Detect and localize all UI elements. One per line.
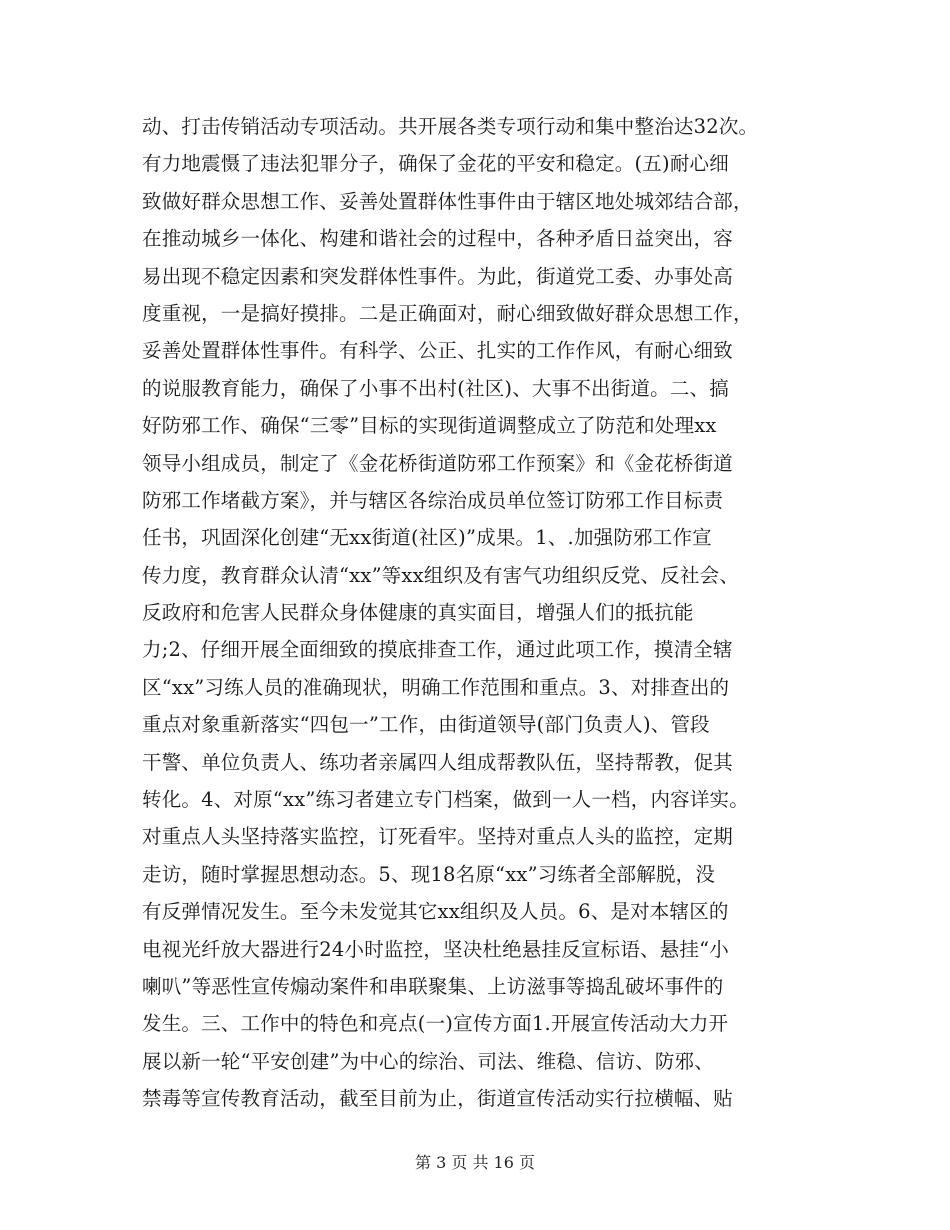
text-line: 易出现不稳定因素和突发群体性事件。为此，街道党工委、办事处高 [142,264,734,288]
text-line: 反政府和危害人民群众身体健康的真实面目，增强人们的抵抗能 [142,601,694,625]
text-line: 有反弹情况发生。至今未发觉其它xx组织及人员。6、是对本辖区的 [142,900,729,924]
text-line: 传力度，教育群众认清“xx”等xx组织及有害气功组织反党、反社会、 [142,563,740,587]
text-line: 重点对象重新落实“四包一”工作，由街道领导(部门负责人)、管段 [142,713,710,737]
text-line: 走访，随时掌握思想动态。5、现18名原“xx”习练者全部解脱，没 [142,862,716,886]
text-line: 电视光纤放大器进行24小时监控，坚决杜绝悬挂反宣标语、悬挂“小 [142,937,729,961]
text-line: 致做好群众思想工作、妥善处置群体性事件由于辖区地处城郊结合部， [142,189,753,213]
text-line: 区“xx”习练人员的准确现状，明确工作范围和重点。3、对排查出的 [142,675,730,699]
text-line: 干警、单位负责人、练功者亲属四人组成帮教队伍，坚持帮教，促其 [142,750,734,774]
text-line: 对重点人头坚持落实监控，订死看牢。坚持对重点人头的监控，定期 [142,825,734,849]
text-line: 展以新一轮“平安创建”为中心的综治、司法、维稳、信访、防邪、 [142,1049,714,1073]
text-line: 有力地震慑了违法犯罪分子，确保了金花的平安和稳定。(五)耐心细 [142,152,729,176]
text-line: 度重视，一是搞好摸排。二是正确面对，耐心细致做好群众思想工作， [142,301,753,325]
text-line: 发生。三、工作中的特色和亮点(一)宣传方面1.开展宣传活动大力开 [142,1012,729,1036]
text-line: 领导小组成员，制定了《金花桥街道防邪工作预案》和《金花桥街道 [142,451,734,475]
body-text [142,108,832,1118]
text-line: 喇叭”等恶性宣传煽动案件和串联聚集、上访滋事等捣乱破坏事件的 [142,974,724,998]
text-line: 防邪工作堵截方案》，并与辖区各综治成员单位签订防邪工作目标责 [142,488,724,512]
text-line: 在推动城乡一体化、构建和谐社会的过程中，各种矛盾日益突出，容 [142,227,734,251]
page-footer: 第 3 页 共 16 页 [415,1153,535,1172]
text-line: 的说服教育能力，确保了小事不出村(社区)、大事不出街道。二、搞 [142,376,729,400]
text-line: 力;2、仔细开展全面细致的摸底排查工作，通过此项工作，摸清全辖 [142,638,733,662]
text-line: 妥善处置群体性事件。有科学、公正、扎实的工作作风，有耐心细致 [142,339,734,363]
text-line: 任书，巩固深化创建“无xx街道(社区)”成果。1、.加强防邪工作宣 [142,526,712,550]
text-line: 转化。4、对原“xx”练习者建立专门档案，做到一人一档，内容详实。 [142,788,749,812]
text-line: 禁毒等宣传教育活动，截至目前为止，街道宣传活动实行拉横幅、贴 [142,1087,734,1111]
text-line: 好防邪工作、确保“三零”目标的实现街道调整成立了防范和处理xx [142,414,717,438]
text-line: 动、打击传销活动专项活动。共开展各类专项行动和集中整治达32次。 [142,115,759,138]
